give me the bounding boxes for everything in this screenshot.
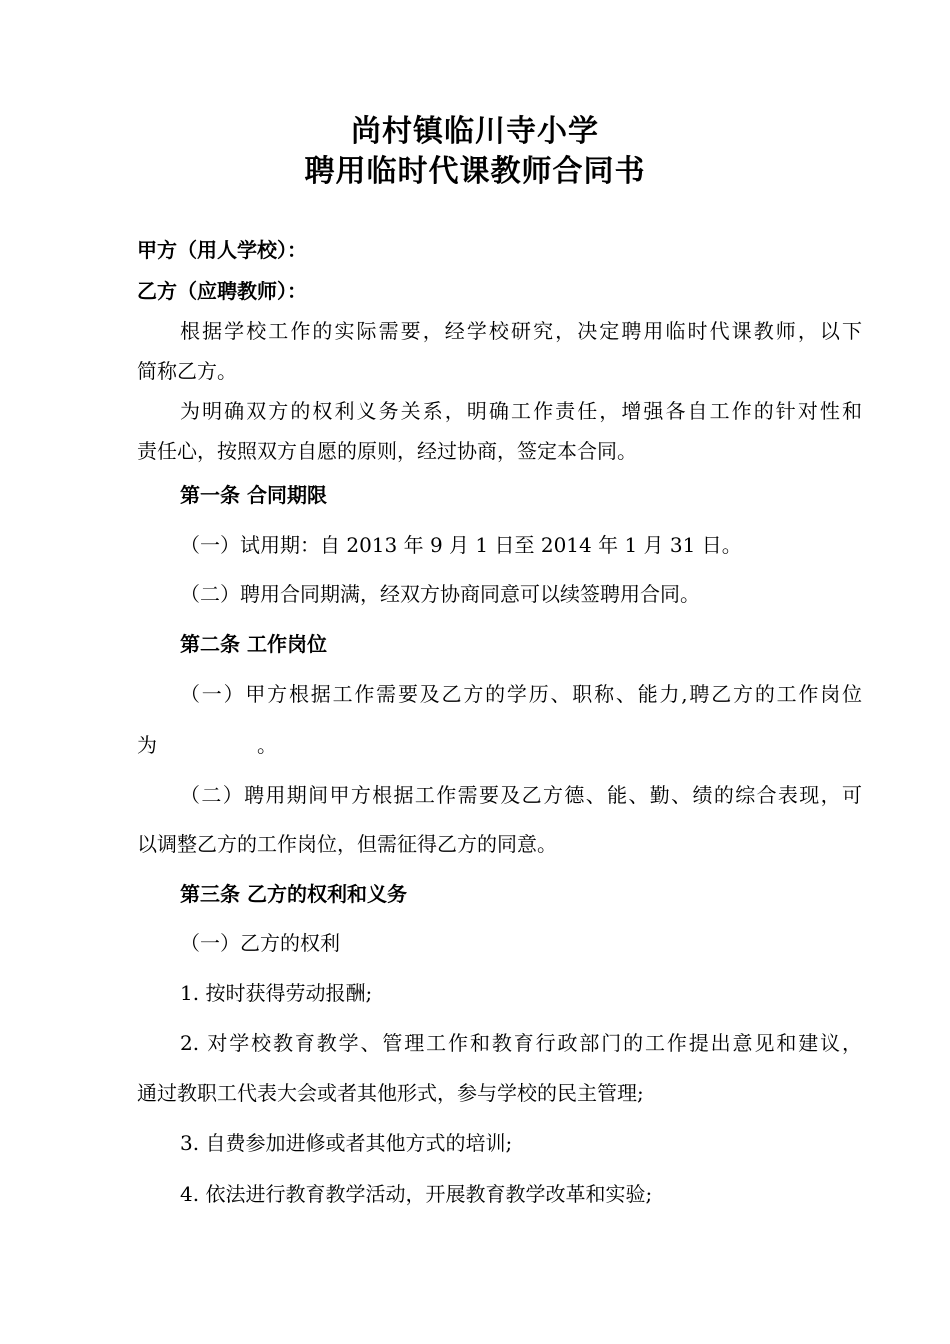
article-3-right-4: 4. 依法进行教育教学活动，开展教育教学改革和实验;: [180, 1182, 653, 1206]
article-3-right-3: 3. 自费参加进修或者其他方式的培训;: [180, 1131, 513, 1155]
party-a-label: 甲方（用人学校）：: [137, 238, 307, 262]
intro-paragraph-2-line-1: 为明确双方的权利义务关系，明确工作责任，增强各自工作的针对性和: [180, 399, 862, 423]
article-1-item-1: （一）试用期：自 2013 年 9 月 1 日至 2014 年 1 月 31 日。: [180, 533, 742, 557]
article-2-heading: 第二条 工作岗位: [180, 632, 327, 656]
intro-paragraph-1-line-1: 根据学校工作的实际需要，经学校研究，决定聘用临时代课教师，以下: [180, 319, 862, 343]
article-3-subheading-rights: （一）乙方的权利: [180, 931, 340, 955]
article-2-item-2-line-2: 以调整乙方的工作岗位，但需征得乙方的同意。: [137, 832, 557, 856]
article-3-heading: 第三条 乙方的权利和义务: [180, 882, 407, 906]
title-school: 尚村镇临川寺小学: [351, 114, 599, 149]
article-3-right-2-line-1: 2. 对学校教育教学、管理工作和教育行政部门的工作提出意见和建议，: [180, 1031, 862, 1055]
article-2-position-suffix: 。: [257, 733, 277, 757]
intro-paragraph-2-line-2: 责任心，按照双方自愿的原则，经过协商，签定本合同。: [137, 439, 637, 463]
title-contract: 聘用临时代课教师合同书: [304, 154, 646, 189]
party-b-label: 乙方（应聘教师）：: [137, 279, 307, 303]
article-1-heading: 第一条 合同期限: [180, 483, 327, 507]
article-1-item-2: （二）聘用合同期满，经双方协商同意可以续签聘用合同。: [180, 582, 700, 606]
article-2-item-1-line-1: （一）甲方根据工作需要及乙方的学历、职称、能力,聘乙方的工作岗位: [180, 682, 862, 706]
article-2-position-prefix: 为: [137, 733, 157, 757]
article-3-right-2-line-2: 通过教职工代表大会或者其他形式，参与学校的民主管理;: [137, 1081, 644, 1105]
article-3-right-1: 1. 按时获得劳动报酬;: [180, 981, 373, 1005]
article-2-item-1-line-2: [137, 731, 862, 759]
article-2-item-2-line-1: （二）聘用期间甲方根据工作需要及乙方德、能、勤、绩的综合表现，可: [180, 783, 862, 807]
intro-paragraph-1-line-2: 简称乙方。: [137, 359, 237, 383]
